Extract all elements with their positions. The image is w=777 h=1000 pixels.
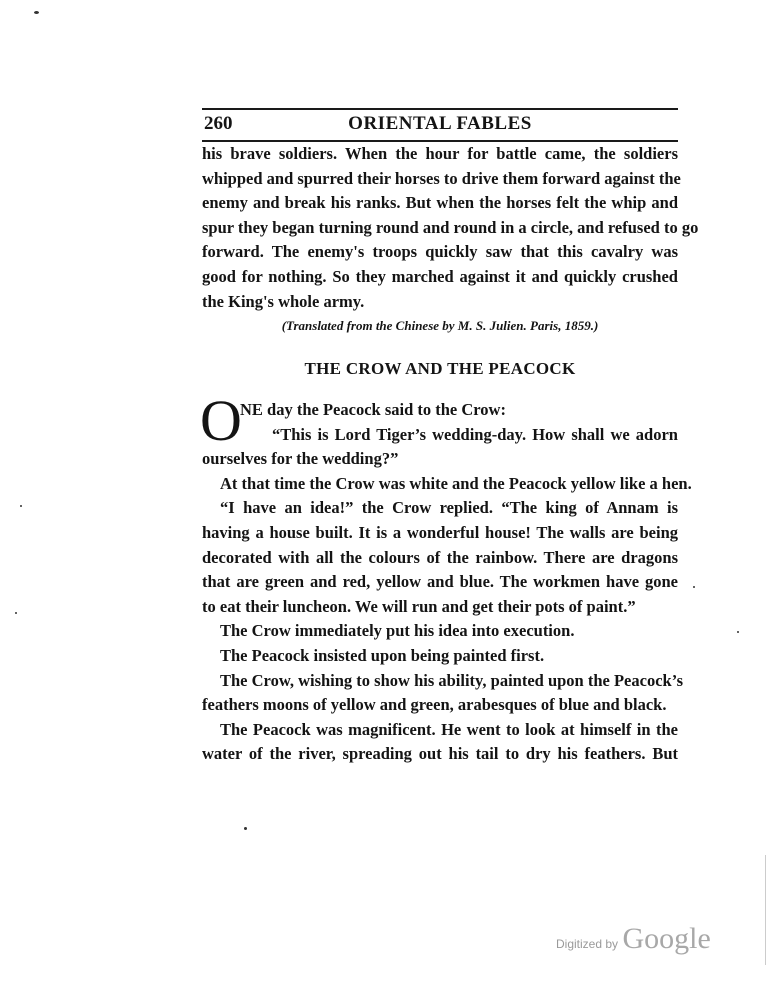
text-line: the King's whole army. xyxy=(202,291,365,311)
story-title: THE CROW AND THE PEACOCK xyxy=(304,359,576,378)
text-line: decorated with all the colours of the rainbow. There are dragons xyxy=(202,547,678,567)
scan-edge-line xyxy=(765,855,766,965)
text-line: ourselves for the wedding?” xyxy=(202,449,399,469)
scan-speck xyxy=(244,827,247,830)
citation: (Translated from the Chinese by M. S. Julien. Paris, 1859.) xyxy=(281,318,599,333)
text-line: to eat their luncheon. We will run and get their pots of paint.” xyxy=(202,596,636,616)
text-line: The Crow, wishing to show his ability, painted upon the Peacock’s xyxy=(220,670,683,690)
text-line: water of the river, spreading out his tail to dry his feathers. But xyxy=(202,744,678,764)
page-header xyxy=(202,108,678,142)
text-line: The Peacock insisted upon being painted first. xyxy=(220,645,545,665)
previous-story-text xyxy=(202,142,699,314)
watermark-brand: Google xyxy=(622,922,711,955)
scan-speck xyxy=(15,612,17,614)
text-line: feathers moons of yellow and green, arabesques of blue and black. xyxy=(202,695,667,715)
text-line: whipped and spurred their horses to drive them forward against the xyxy=(202,168,681,188)
text-line: that are green and red, yellow and blue. The workmen have gone xyxy=(202,572,678,592)
text-line: “I have an idea!” the Crow replied. “The king of Annam is xyxy=(220,498,678,518)
text-line: having a house built. It is a wonderful house! The walls are being xyxy=(202,522,678,542)
text-line: “This is Lord Tiger’s wedding-day. How shall we adorn xyxy=(272,424,678,444)
running-title: ORIENTAL FABLES xyxy=(348,113,532,134)
text-line: At that time the Crow was white and the Peacock yellow like a hen. xyxy=(220,473,692,493)
text-line: good for nothing. So they marched against it and quickly crushed xyxy=(202,266,678,286)
story-text xyxy=(202,398,692,767)
text-line: The Crow immediately put his idea into execution. xyxy=(220,621,575,641)
text-line: NE day the Peacock said to the Crow: xyxy=(240,400,506,419)
text-line: enemy and break his ranks. But when the horses felt the whip and xyxy=(202,193,678,213)
page-number: 260 xyxy=(204,113,233,134)
text-line: spur they began turning round and round in a circle, and refused to go xyxy=(202,217,699,237)
text-line: forward. The enemy's troops quickly saw that this cavalry was xyxy=(202,242,678,262)
text-line: The Peacock was magnificent. He went to look at himself in the xyxy=(220,719,678,739)
google-watermark xyxy=(556,922,711,956)
scan-speck xyxy=(737,631,739,633)
scan-speck xyxy=(34,11,39,14)
watermark-prefix: Digitized by xyxy=(556,937,619,951)
text-line: his brave soldiers. When the hour for battle came, the soldiers xyxy=(202,144,678,163)
scan-speck xyxy=(693,586,695,588)
drop-cap: O xyxy=(200,388,242,453)
scan-speck xyxy=(20,505,22,507)
